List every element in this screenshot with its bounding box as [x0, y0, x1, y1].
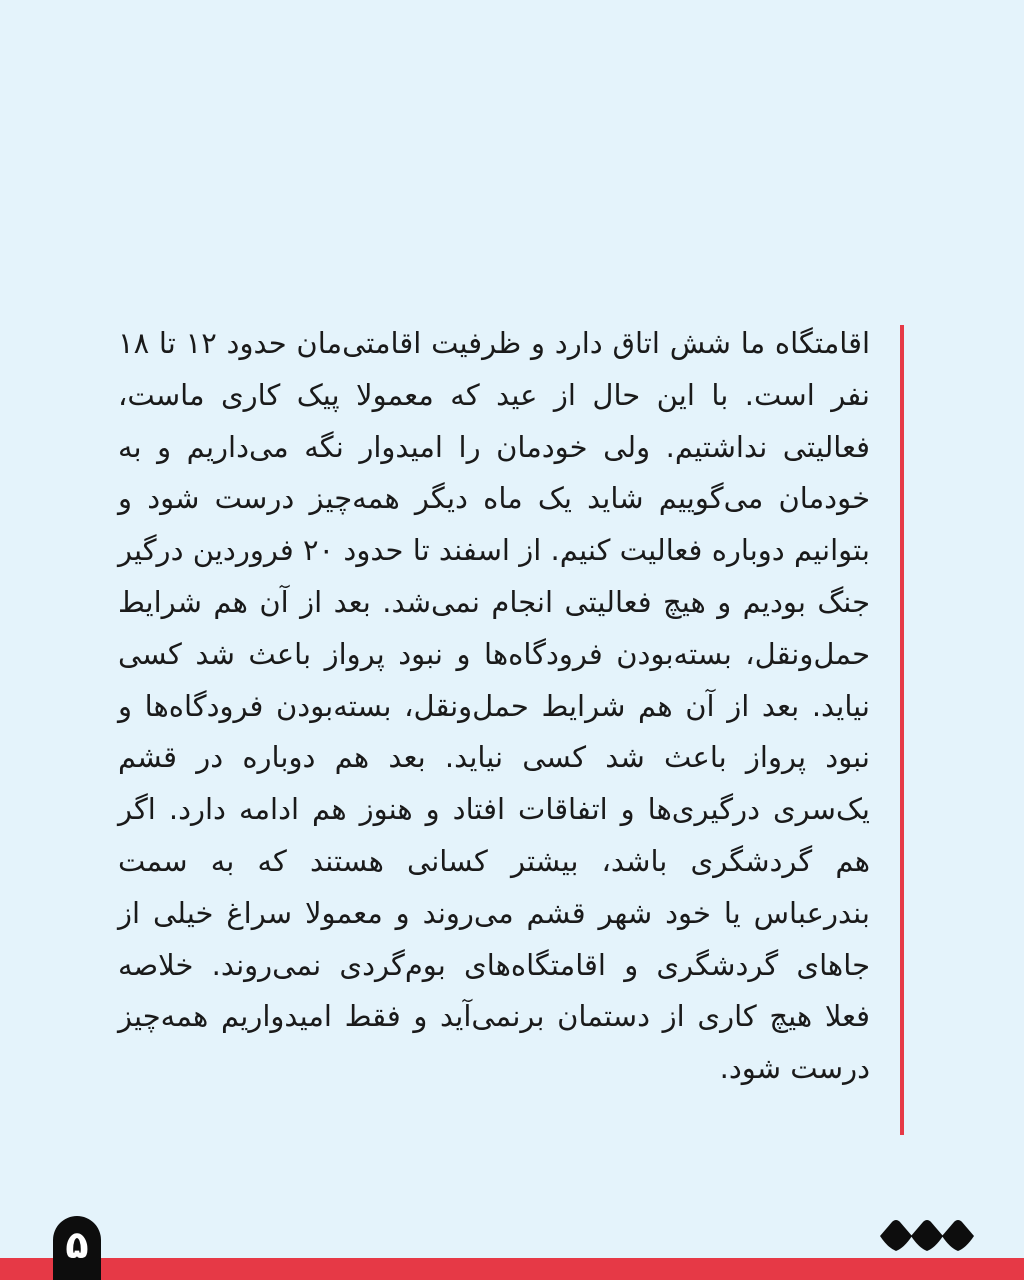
accent-vertical-line — [900, 325, 904, 1135]
bottom-accent-bar — [0, 1258, 1024, 1280]
three-diamonds-icon — [878, 1218, 978, 1254]
body-paragraph: اقامتگاه ما شش اتاق دارد و ظرفیت اقامتی‌مان حدود ۱۲ تا ۱۸ نفر است. با این حال از عید که معمولا پیک کاری ماست، فعالیتی نداشتیم. ولی خودمان را امیدوار نگه می‌داریم و به خودمان می‌گوییم شاید یک ماه دیگر همه‌چیز درست شود و بتوانیم دوباره فعالیت کنیم. از اسفند تا حدود ۲۰ فروردین درگیر جنگ بودیم و هیچ فعالیتی انجام نمی‌شد. بعد از آن هم شرایط حمل‌ونقل، بسته‌بودن فرودگاه‌ها و نبود پرواز باعث شد کسی نیاید. بعد از آن هم شرایط حمل‌ونقل، بسته‌بودن فرودگاه‌ها و نبود پرواز باعث شد کسی نیاید. بعد هم دوباره در قشم یک‌سری درگیری‌ها و اتفاقات افتاد و هنوز هم ادامه دارد. اگر هم گردشگری باشد، بیشتر کسانی هستند که به سمت بندرعباس یا خود شهر قشم می‌روند و معمولا سراغ خیلی از جاهای گردشگری و اقامتگاه‌های بوم‌گردی نمی‌روند. خلاصه فعلا هیچ کاری از دستمان برنمی‌آید و فقط امیدواریم همه‌چیز درست شود. — [118, 326, 870, 1086]
page-number-badge — [53, 1216, 101, 1280]
page-number: ۵ — [65, 1223, 89, 1267]
